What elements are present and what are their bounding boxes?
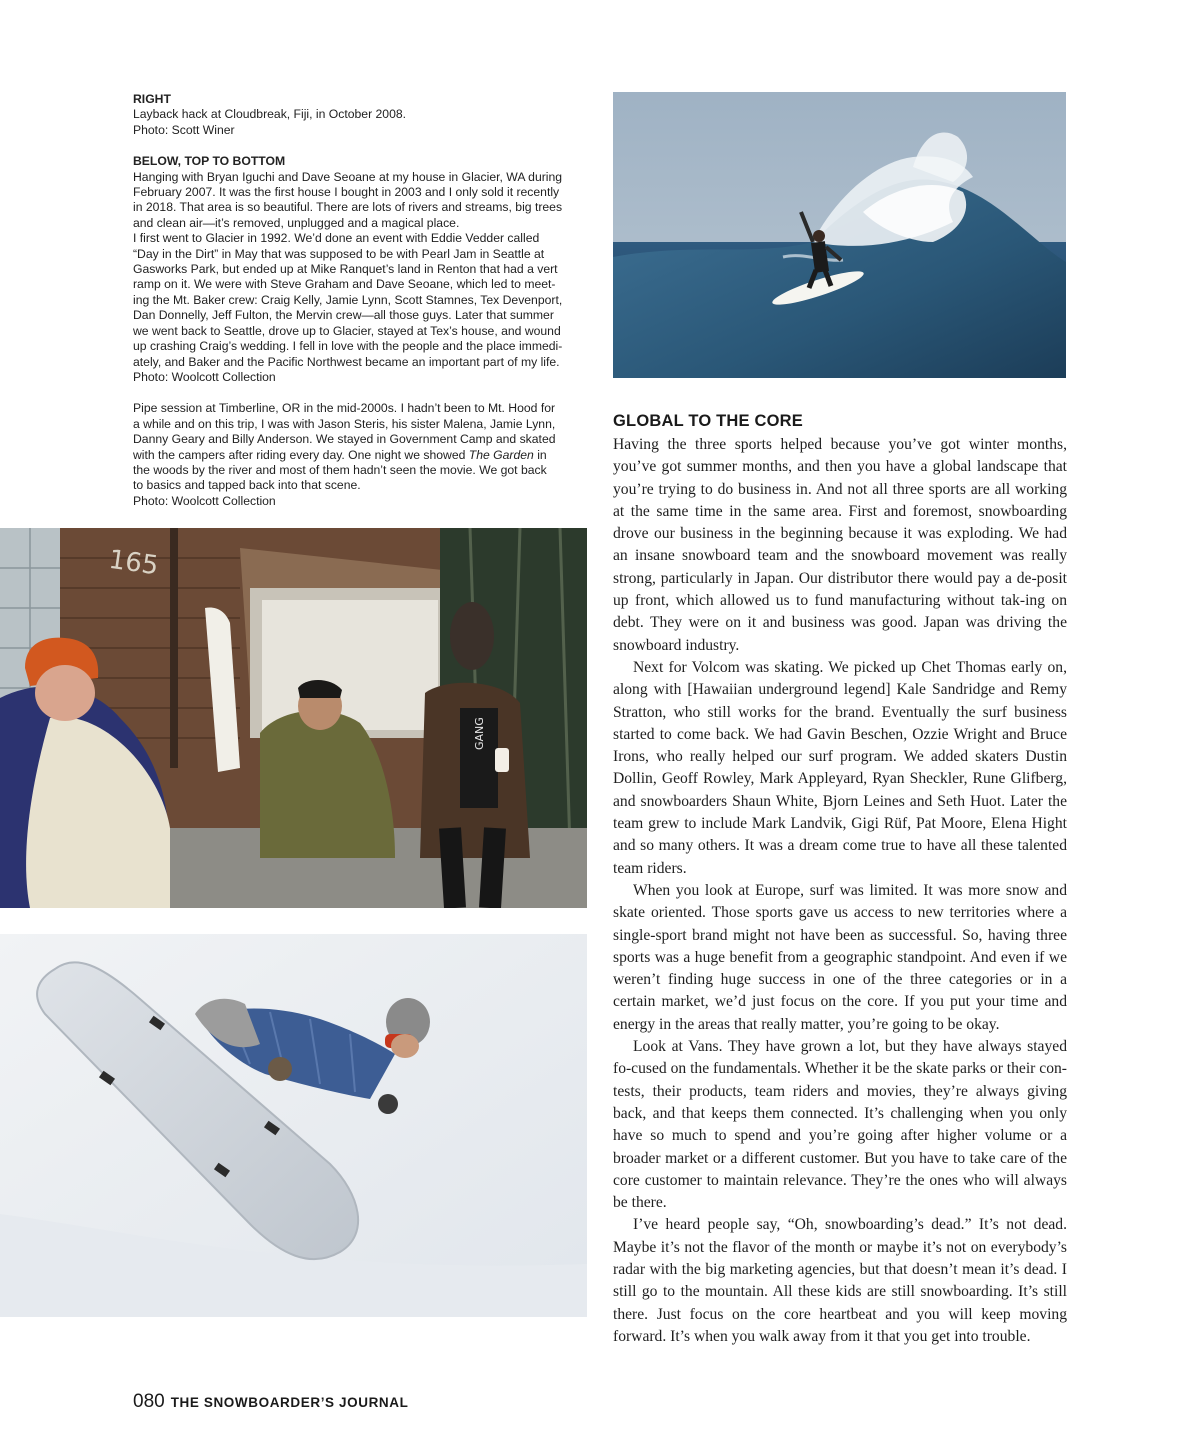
movie-title: The Garden [468,447,534,462]
caption-heading-right: RIGHT [133,92,171,106]
article-paragraph: I’ve heard people say, “Oh, snowboarding’s dead.” It’s not dead. Maybe it’s not the flavor of the month or maybe it’s not on everybody’s radar with the big marketing agencies, but that doesn’t mean it’s dead. I still go to the mountain. All these kids are still snowboarding. It’s still there. Just focus on the core heartbeat and you will keep moving forward. It’s when you walk away from it that you get into trouble. [613,1216,1067,1345]
article-paragraph: Next for Volcom was skating. We picked up Chet Thomas early on, along with [Hawaiian underground legend] Kale Sandridge and Remy Stratton, who still works for the brand. Eventually the surf business started to come back. We had Gavin Beschen, Ozzie Wright and Bruce Irons, who really helped our surf program. We added skaters Dustin Dollin, Geoff Rowley, Mark Appleyard, Ryan Sheckler, Rune Glifberg, and snowboarders Shaun White, Bjorn Leines and Seth Huot. Later the team grew to include Mark Landvik, Gigi Rüf, Pat Moore, Elena Hight and so many others. It was a dream come true to have all these talented team riders. [613,658,1067,877]
caption-below-text-2 [133,401,589,493]
photo-surf-cloudbreak [613,92,1066,378]
photo-captions [133,92,589,509]
article-paragraph: Having the three sports helped because you’ve got winter months, you’ve got summer months, and then you have a global landscape that you’re trying to do business in. And not all three sports are all working at the same time in the same area. First and foremost, snowboarding drove our business in the beginning because it was exploding. We had an insane snowboard team and the snowboard movement was really strong, particularly in Japan. Our distributor there would pay a de-posit up front, which allowed us to fund manufacturing without tak-ing on debt. They were on it and business was good. Japan was driving the snowboard industry. [613,436,1067,654]
caption-below-credit-2: Photo: Woolcott Collection [133,493,276,508]
photo-timberline-pipe [0,934,587,1317]
caption-text-part: in the woods by the river and most of them hadn’t seen the movie. We got back to basics and tapped back into that scene. [133,447,547,493]
caption-text-part: Pipe session at Timberline, OR in the mid-2000s. I hadn’t been to Mt. Hood for a while and on this trip, I was with Jason Steris, his sister Malena, Jamie Lynn, Danny Geary and Billy Anderson. We stayed in Government Camp and skated with the campers after riding every day. One night we showed [133,401,556,462]
caption-right-credit: Photo: Scott Winer [133,122,235,137]
photo-glacier-house [0,528,587,908]
surf-photo-illustration [613,92,1066,378]
pipe-photo-illustration [0,934,587,1317]
article-paragraph: Look at Vans. They have grown a lot, but they have always stayed fo-cused on the fundamentals. Whether it be the skate parks or their con-tests, their products, team riders and movies, they’re always giving back, and that keeps them connected. It’s challenging when you only have so much to spend and you’re going after higher volume or a broader market or a different customer. But you have to take care of the core customer to maintain relevance. They’re the ones who will always be there. [613,1038,1067,1212]
page-number: 080 [133,1391,165,1412]
article-paragraph: When you look at Europe, surf was limited. It was more snow and skate oriented. Those sports gave us access to new territories where a single-sport brand might not have been as successful. So, having three sports was a huge benefit from a geographic standpoint. And even if we weren’t finding huge success in one of the three categories or in a certain market, we’d just focus on the core. If you put your time and energy in the areas that really matter, you’re going to be okay. [613,881,1067,1033]
shirt-text: GANG [473,717,486,750]
house-number: 165 [106,544,161,582]
article-column [613,412,1067,1348]
caption-below-text-1: Hanging with Bryan Iguchi and Dave Seoane at my house in Glacier, WA during February 2007. It was the first house I bought in 2003 and I only sold it recently in 2018. That area is so beautiful. There are lots of rivers and streams, big trees and clean air—it’s removed, unplugged and a magical place. I first went to Glacier in 1992. We’d done an event with Eddie Vedder called “Day in the Dirt” in May that was supposed to be with Pearl Jam in Seattle at Gasworks Park, but ended up at Mike Ranquet’s land in Renton that had a vert ramp on it. We were with Steve Graham and Dave Seoane, which led to meet- ing the Mt. Baker crew: Craig Kelly, Jamie Lynn, Scott Stamnes, Tex Devenport, Dan Donnelly, Jeff Fulton, the Mervin crew—all those guys. Later that summer we went back to Seattle, drove up to Glacier, stayed at Tex’s house, and wound up crashing Craig’s wedding. I fell in love with the people and the place immedi- ately, and Baker and the Pacific Northwest became an important part of my life. [133,169,563,369]
section-title: GLOBAL TO THE CORE [613,412,803,430]
magazine-name: THE SNOWBOARDER’S JOURNAL [170,1395,409,1410]
page-footer [133,1391,408,1413]
caption-heading-below: BELOW, TOP TO BOTTOM [133,154,286,169]
caption-right-text: Layback hack at Cloudbreak, Fiji, in October 2008. [133,107,407,122]
caption-below-credit-1: Photo: Woolcott Collection [133,369,276,384]
house-photo-illustration [0,528,587,908]
